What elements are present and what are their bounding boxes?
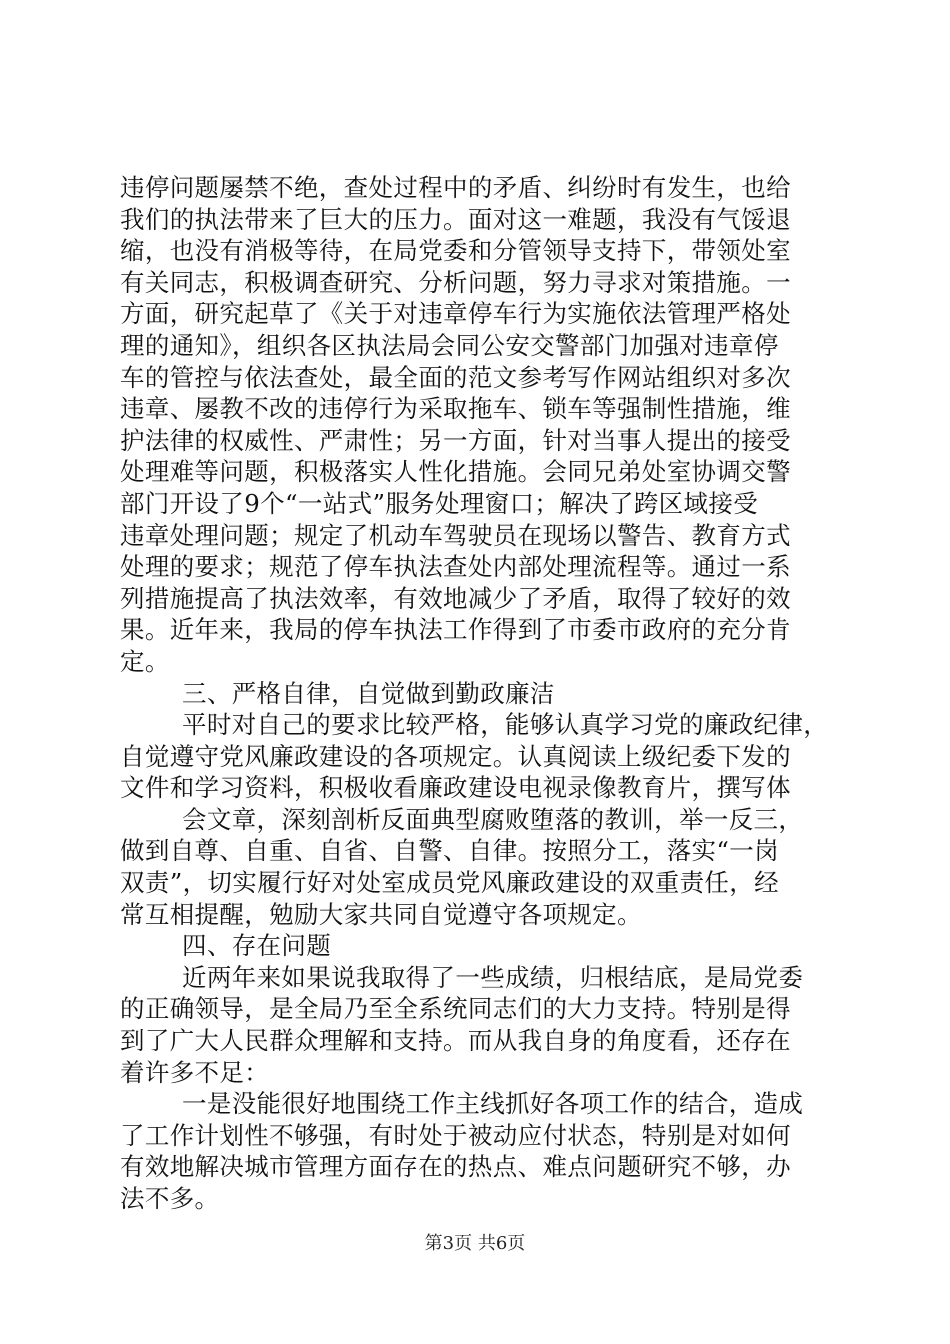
text-line: 果。近年来，我局的停车执法工作得到了市委市政府的充分肯 — [120, 615, 791, 645]
text-line: 平时对自己的要求比较严格，能够认真学习党的廉政纪律， — [182, 710, 829, 740]
page-number-footer: 第3页 共6页 — [424, 1233, 526, 1254]
text-line: 做到自尊、自重、自省、自警、自律。按照分工，落实“一岗 — [120, 836, 779, 866]
text-line: 违章处理问题；规定了机动车驾驶员在现场以警告、教育方式 — [120, 520, 791, 550]
document-body — [120, 172, 840, 1215]
text-line: 理的通知》，组织各区执法局会同公安交警部门加强对违章停 — [120, 330, 779, 360]
text-line: 护法律的权威性、严肃性；另一方面，针对当事人提出的接受 — [120, 425, 791, 455]
text-line: 法不多。 — [120, 1184, 220, 1213]
text-line: 违章、屡教不改的违停行为采取拖车、锁车等强制性措施，维 — [120, 394, 791, 424]
text-line: 有关同志，积极调查研究、分析问题，努力寻求对策措施。一 — [120, 267, 791, 297]
text-line: 了工作计划性不够强，有时处于被动应付状态，特别是对如何 — [120, 1120, 791, 1150]
text-line: 到了广大人民群众理解和支持。而从我自身的角度看，还存在 — [120, 1026, 791, 1056]
text-line: 一是没能很好地围绕工作主线抓好各项工作的结合，造成 — [182, 1089, 804, 1119]
text-line: 的正确领导，是全局乃至全系统同志们的大力支持。特别是得 — [120, 994, 791, 1024]
text-line: 列措施提高了执法效率，有效地减少了矛盾，取得了较好的效 — [120, 583, 791, 613]
text-line: 处理的要求；规范了停车执法查处内部处理流程等。通过一系 — [120, 552, 791, 582]
text-line: 我们的执法带来了巨大的压力。面对这一难题，我没有气馁退 — [120, 204, 791, 234]
text-line: 常互相提醒，勉励大家共同自觉遵守各项规定。 — [120, 899, 642, 929]
text-line: 双责”，切实履行好对处室成员党风廉政建设的双重责任，经 — [120, 868, 779, 898]
text-line: 有效地解决城市管理方面存在的热点、难点问题研究不够，办 — [120, 1152, 791, 1182]
text-line: 车的管控与依法查处，最全面的范文参考写作网站组织对多次 — [120, 362, 791, 392]
text-line: 文件和学习资料，积极收看廉政建设电视录像教育片，撰写体 — [120, 773, 791, 803]
text-line: 定。 — [120, 646, 170, 676]
text-line: 违停问题屡禁不绝，查处过程中的矛盾、纠纷时有发生，也给 — [120, 173, 791, 202]
section-heading: 四、存在问题 — [182, 931, 332, 961]
text-line: 部门开设了9个“一站式”服务处理窗口；解决了跨区域接受 — [120, 488, 759, 518]
text-line: 自觉遵守党风廉政建设的各项规定。认真阅读上级纪委下发的 — [120, 741, 791, 771]
text-line: 会文章，深刻剖析反面典型腐败堕落的教训，举一反三， — [182, 804, 804, 834]
text-line: 处理难等问题，积极落实人性化措施。会同兄弟处室协调交警 — [120, 457, 791, 487]
text-line: 近两年来如果说我取得了一些成绩，归根结底，是局党委 — [182, 962, 804, 992]
text-line: 缩，也没有消极等待，在局党委和分管领导支持下，带领处室 — [120, 236, 791, 266]
text-line: 方面，研究起草了《关于对违章停车行为实施依法管理严格处 — [120, 299, 791, 329]
text-line: 着许多不足： — [120, 1057, 270, 1087]
section-heading: 三、严格自律，自觉做到勤政廉洁 — [182, 678, 555, 708]
